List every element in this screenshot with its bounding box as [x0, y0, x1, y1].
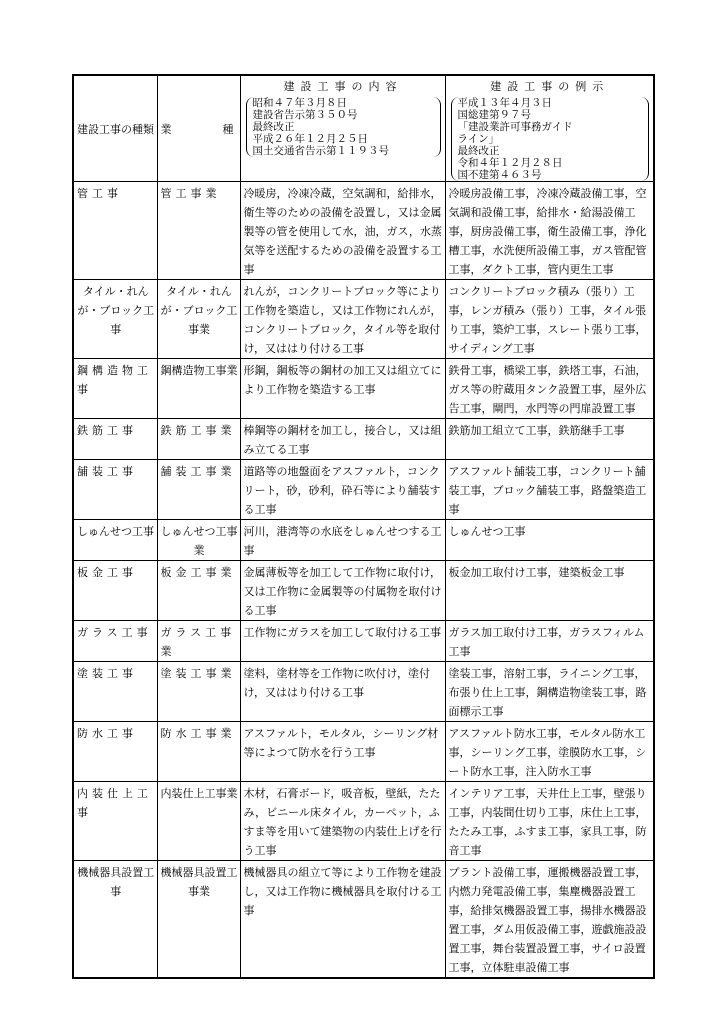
header-examples: [445, 75, 654, 182]
header-examples-title: 建設工事の例示: [490, 80, 610, 93]
construction-kind-cell: 内装仕上工事: [73, 782, 157, 861]
industry-cell: タイル・れんが・ブロック工事業: [157, 280, 240, 359]
content-cell: 機械器具の組立て等により工作物を建設し，又は工作物に機械器具を取付ける工事: [240, 861, 445, 979]
header-examples-notes: [451, 97, 650, 181]
content-cell: 道路等の地盤面をアスファルト，コンクリート，砂，砂利，砕石等により舗装する工事: [240, 460, 445, 520]
table-row: [73, 662, 654, 722]
table-row: [73, 561, 654, 621]
note-line: 平成２６年１２月２５日: [252, 133, 368, 145]
content-cell: 木材，石膏ボード，吸音板，壁紙，たたみ，ビニール床タイル，カーペット，ふすま等を用いて建築物の内装仕上げを行う工事: [240, 782, 445, 861]
examples-cell: コンクリートブロック積み（張り）工事，レンガ積み（張り）工事，タイル張り工事，築炉工事，スレート張り工事，サイディング工事: [445, 280, 654, 359]
note-line: 建設省告示第３５０号: [252, 109, 358, 121]
industry-cell: しゅんせつ工事業: [157, 520, 240, 561]
industry-cell: 板金工事業: [157, 561, 240, 621]
examples-cell: ガラス加工取付け工事，ガラスフィルム工事: [445, 621, 654, 662]
construction-kind-cell: 管工事: [73, 182, 157, 280]
construction-kind-cell: タイル・れんが・ブロック工事: [73, 280, 157, 359]
content-cell: 河川，港湾等の水底をしゅんせつする工事: [240, 520, 445, 561]
industry-cell: 内装仕上工事業: [157, 782, 240, 861]
header-content-title: 建設工事の内容: [283, 80, 403, 93]
examples-cell: 冷暖房設備工事，冷凍冷蔵設備工事，空気調和設備工事，給排水・給湯設備工事，厨房設備工事，衛生設備工事，浄化槽工事，水洗便所設備工事，ガス管配管工事，ダクト工事，管内更生工事: [445, 182, 654, 280]
industry-cell: 鉄筋工事業: [157, 419, 240, 460]
header-kind: 建設工事の種類: [73, 75, 157, 182]
note-line: 平成１３年４月３日: [457, 97, 552, 109]
examples-cell: インテリア工事，天井仕上工事，壁張り工事，内装間仕切り工事，床仕上工事，たたみ工事，ふすま工事，家具工事，防音工事: [445, 782, 654, 861]
table-row: [73, 621, 654, 662]
header-industry: [157, 75, 240, 182]
industry-cell: 機械器具設置工事業: [157, 861, 240, 979]
content-cell: 金属薄板等を加工して工作物に取付け，又は工作物に金属製等の付属物を取付ける工事: [240, 561, 445, 621]
examples-cell: アスファルト防水工事，モルタル防水工事，シーリング工事，塗膜防水工事，シート防水工事，注入防水工事: [445, 722, 654, 782]
industry-cell: 塗装工事業: [157, 662, 240, 722]
note-line: 最終改正: [457, 145, 500, 157]
header-industry-b: 種: [222, 123, 234, 136]
content-cell: 塗料，塗材等を工作物に吹付け，塗付け，又ははり付ける工事: [240, 662, 445, 722]
industry-cell: 管工事業: [157, 182, 240, 280]
construction-kind-cell: 鉄筋工事: [73, 419, 157, 460]
content-cell: れんが，コンクリートブロック等により工作物を築造し，又は工作物にれんが，コンクリートブロック，タイル等を取付け，又ははり付ける工事: [240, 280, 445, 359]
note-line: 国総建第９７号: [457, 109, 531, 121]
industry-cell: ガラス工事業: [157, 621, 240, 662]
examples-cell: 鉄骨工事，橋梁工事，鉄塔工事，石油，ガス等の貯蔵用タンク設置工事，屋外広告工事，閘門，水門等の門扉設置工事: [445, 359, 654, 419]
table-row: [73, 419, 654, 460]
content-cell: 冷暖房，冷凍冷蔵，空気調和，給排水，衛生等のための設備を設置し，又は金属製等の管を使用して水，油，ガス，水蒸気等を送配するための設備を設置する工事: [240, 182, 445, 280]
industry-cell: 鋼構造物工事業: [157, 359, 240, 419]
header-content-notes: [246, 97, 441, 157]
table-row: [73, 460, 654, 520]
table-header-row: [73, 75, 654, 182]
note-line: 「建設業許可事務ガイド: [457, 121, 573, 133]
table-row: [73, 861, 654, 979]
industry-cell: 舗装工事業: [157, 460, 240, 520]
content-cell: アスファルト，モルタル，シーリング材等によつて防水を行う工事: [240, 722, 445, 782]
industry-cell: 防水工事業: [157, 722, 240, 782]
note-line: 国不建第４６３号: [457, 169, 542, 181]
construction-kind-cell: しゅんせつ工事: [73, 520, 157, 561]
construction-kind-cell: 機械器具設置工事: [73, 861, 157, 979]
content-cell: 形鋼，鋼板等の鋼材の加工又は組立てにより工作物を築造する工事: [240, 359, 445, 419]
examples-cell: プラント設備工事，運搬機器設置工事，内燃力発電設備工事，集塵機器設置工事，給排気機器設置工事，揚排水機器設置工事，ダム用仮設備工事，遊戯施設設置工事，舞台装置設置工事，サイロ設置工事，立体駐車設備工事: [445, 861, 654, 979]
note-line: 令和４年１２月２８日: [457, 157, 563, 169]
construction-types-table: [72, 74, 655, 979]
construction-kind-cell: 板金工事: [73, 561, 157, 621]
note-line: 最終改正: [252, 121, 295, 133]
content-cell: 棒鋼等の鋼材を加工し，接合し，又は組み立てる工事: [240, 419, 445, 460]
construction-kind-cell: ガラス工事: [73, 621, 157, 662]
content-cell: 工作物にガラスを加工して取付ける工事: [240, 621, 445, 662]
header-industry-a: 業: [160, 123, 172, 136]
note-line: ライン」: [457, 133, 500, 145]
construction-kind-cell: 塗装工事: [73, 662, 157, 722]
table-row: [73, 359, 654, 419]
examples-cell: しゅんせつ工事: [445, 520, 654, 561]
note-line: 昭和４７年３月８日: [252, 97, 347, 109]
examples-cell: 鉄筋加工組立て工事，鉄筋継手工事: [445, 419, 654, 460]
table-row: [73, 280, 654, 359]
construction-kind-cell: 鋼構造物工事: [73, 359, 157, 419]
table-row: [73, 520, 654, 561]
construction-kind-cell: 防水工事: [73, 722, 157, 782]
header-content: [240, 75, 445, 182]
table-row: [73, 722, 654, 782]
construction-kind-cell: 舗装工事: [73, 460, 157, 520]
examples-cell: 板金加工取付け工事，建築板金工事: [445, 561, 654, 621]
examples-cell: アスファルト舗装工事，コンクリート舗装工事，ブロック舗装工事，路盤築造工事: [445, 460, 654, 520]
note-line: 国土交通省告示第１１９３号: [252, 145, 389, 157]
table-row: [73, 182, 654, 280]
examples-cell: 塗装工事，溶射工事，ライニング工事，布張り仕上工事，鋼構造物塗装工事，路面標示工事: [445, 662, 654, 722]
table-row: [73, 782, 654, 861]
